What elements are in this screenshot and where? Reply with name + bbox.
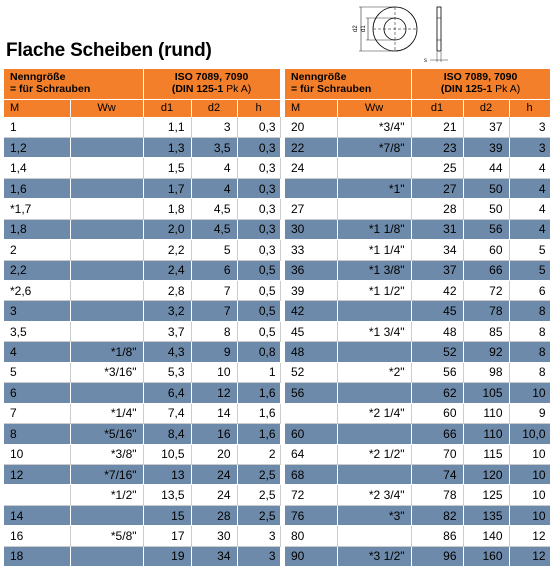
cell-d1: 1,5 xyxy=(143,158,191,178)
cell-d1: 42 xyxy=(411,281,463,301)
col-header-d2: d2 xyxy=(191,100,237,118)
cell-d2: 10 xyxy=(191,362,237,382)
cell-ww xyxy=(337,464,411,484)
header-iso: ISO 7089, 7090 (DIN 125-1 Pk A) xyxy=(143,69,280,100)
cell-m: 80 xyxy=(285,526,337,546)
cell-d1: 82 xyxy=(411,505,463,525)
cell-d1: 48 xyxy=(411,321,463,341)
cell-h: 0,3 xyxy=(237,240,280,260)
cell-d1: 62 xyxy=(411,383,463,403)
table-row xyxy=(4,403,280,423)
cell-h: 6 xyxy=(509,281,550,301)
cell-ww: *3/8" xyxy=(70,444,143,464)
cell-d2: 34 xyxy=(191,546,237,566)
cell-d2: 85 xyxy=(463,321,509,341)
table-row xyxy=(285,199,550,219)
col-header-d1: d1 xyxy=(411,100,463,118)
cell-d1: 2,0 xyxy=(143,219,191,239)
cell-m: 10 xyxy=(4,444,70,464)
cell-h: 0,5 xyxy=(237,260,280,280)
cell-ww: *2" xyxy=(337,362,411,382)
header-iso: ISO 7089, 7090 (DIN 125-1 Pk A) xyxy=(411,69,550,100)
table-row xyxy=(285,301,550,321)
cell-m: 22 xyxy=(285,137,337,157)
cell-d2: 44 xyxy=(463,158,509,178)
cell-ww xyxy=(337,199,411,219)
cell-m: 2,2 xyxy=(4,260,70,280)
cell-ww: *1" xyxy=(337,178,411,198)
cell-ww: *1 1/4" xyxy=(337,240,411,260)
cell-d2: 16 xyxy=(191,424,237,444)
cell-m: 33 xyxy=(285,240,337,260)
col-header-d2: d2 xyxy=(463,100,509,118)
cell-h: 10 xyxy=(509,383,550,403)
cell-d1: 13 xyxy=(143,464,191,484)
cell-m: 1,4 xyxy=(4,158,70,178)
cell-d1: 4,3 xyxy=(143,342,191,362)
cell-ww xyxy=(70,178,143,198)
cell-d1: 10,5 xyxy=(143,444,191,464)
cell-d2: 4 xyxy=(191,158,237,178)
label-s: s xyxy=(424,58,427,64)
cell-m: 1,8 xyxy=(4,219,70,239)
cell-d1: 27 xyxy=(411,178,463,198)
cell-d1: 13,5 xyxy=(143,485,191,505)
cell-m: 7 xyxy=(4,403,70,423)
cell-d1: 15 xyxy=(143,505,191,525)
cell-h: 3 xyxy=(509,117,550,137)
table-row xyxy=(285,321,550,341)
cell-h: 5 xyxy=(509,260,550,280)
cell-d1: 23 xyxy=(411,137,463,157)
cell-d2: 14 xyxy=(191,403,237,423)
cell-d2: 37 xyxy=(463,117,509,137)
cell-m xyxy=(285,178,337,198)
table-row xyxy=(4,464,280,484)
cell-m: 2 xyxy=(4,240,70,260)
cell-ww: *3/4" xyxy=(337,117,411,137)
cell-m: 6 xyxy=(4,383,70,403)
cell-m xyxy=(4,485,70,505)
cell-d1: 1,8 xyxy=(143,199,191,219)
cell-ww xyxy=(70,505,143,525)
cell-ww: *1 3/8" xyxy=(337,260,411,280)
cell-h: 12 xyxy=(509,526,550,546)
cell-d1: 2,2 xyxy=(143,240,191,260)
table-row xyxy=(4,526,280,546)
cell-ww: *7/16" xyxy=(70,464,143,484)
cell-m: *1,7 xyxy=(4,199,70,219)
cell-d2: 78 xyxy=(463,301,509,321)
table-row xyxy=(285,281,550,301)
cell-ww xyxy=(70,260,143,280)
table-row xyxy=(285,137,550,157)
cell-m: 90 xyxy=(285,546,337,566)
table-row xyxy=(285,260,550,280)
cell-h: 10,0 xyxy=(509,424,550,444)
cell-d2: 110 xyxy=(463,403,509,423)
cell-h: 2,5 xyxy=(237,485,280,505)
washer-table-right xyxy=(285,69,550,567)
cell-ww xyxy=(70,219,143,239)
cell-h: 8 xyxy=(509,321,550,341)
cell-m: 16 xyxy=(4,526,70,546)
cell-h: 0,3 xyxy=(237,158,280,178)
cell-ww xyxy=(70,546,143,566)
cell-ww xyxy=(337,526,411,546)
cell-m: 1,2 xyxy=(4,137,70,157)
cell-ww xyxy=(337,424,411,444)
cell-d2: 4,5 xyxy=(191,199,237,219)
cell-ww: *1 1/8" xyxy=(337,219,411,239)
table-row xyxy=(285,444,550,464)
table-row xyxy=(285,117,550,137)
cell-d2: 6 xyxy=(191,260,237,280)
table-row xyxy=(285,240,550,260)
cell-d2: 66 xyxy=(463,260,509,280)
table-row xyxy=(285,178,550,198)
cell-m: 64 xyxy=(285,444,337,464)
cell-d2: 3 xyxy=(191,117,237,137)
table-row xyxy=(4,137,280,157)
cell-ww: *7/8" xyxy=(337,137,411,157)
cell-h: 1,6 xyxy=(237,424,280,444)
cell-d1: 45 xyxy=(411,301,463,321)
table-row xyxy=(285,464,550,484)
cell-m: 42 xyxy=(285,301,337,321)
cell-h: 3 xyxy=(509,137,550,157)
table-row xyxy=(4,301,280,321)
cell-h: 1 xyxy=(237,362,280,382)
cell-m: 4 xyxy=(4,342,70,362)
table-row xyxy=(285,403,550,423)
cell-d2: 30 xyxy=(191,526,237,546)
cell-d2: 28 xyxy=(191,505,237,525)
cell-d1: 19 xyxy=(143,546,191,566)
cell-h: 12 xyxy=(509,546,550,566)
table-row xyxy=(4,362,280,382)
cell-d2: 98 xyxy=(463,362,509,382)
cell-d2: 135 xyxy=(463,505,509,525)
cell-m: 18 xyxy=(4,546,70,566)
cell-d1: 17 xyxy=(143,526,191,546)
col-header-m: M xyxy=(285,100,337,118)
cell-h: 3 xyxy=(237,526,280,546)
table-row xyxy=(4,505,280,525)
cell-m: 12 xyxy=(4,464,70,484)
cell-d2: 50 xyxy=(463,199,509,219)
cell-d2: 56 xyxy=(463,219,509,239)
table-row xyxy=(4,178,280,198)
cell-m: 1 xyxy=(4,117,70,137)
table-row xyxy=(285,219,550,239)
cell-m: 20 xyxy=(285,117,337,137)
cell-h: 3 xyxy=(237,546,280,566)
cell-d1: 5,3 xyxy=(143,362,191,382)
table-row xyxy=(4,383,280,403)
cell-ww: *1/8" xyxy=(70,342,143,362)
cell-d2: 160 xyxy=(463,546,509,566)
cell-h: 10 xyxy=(509,485,550,505)
cell-h: 2,5 xyxy=(237,505,280,525)
cell-m: 3,5 xyxy=(4,321,70,341)
cell-d1: 1,7 xyxy=(143,178,191,198)
cell-d1: 21 xyxy=(411,117,463,137)
cell-h: 4 xyxy=(509,219,550,239)
washer-drawing xyxy=(335,2,475,64)
cell-d1: 70 xyxy=(411,444,463,464)
cell-h: 0,3 xyxy=(237,137,280,157)
cell-d1: 66 xyxy=(411,424,463,444)
cell-ww: *3/16" xyxy=(70,362,143,382)
cell-h: 0,5 xyxy=(237,281,280,301)
cell-d2: 8 xyxy=(191,321,237,341)
cell-h: 0,3 xyxy=(237,219,280,239)
cell-m: 68 xyxy=(285,464,337,484)
cell-ww: *2 1/2" xyxy=(337,444,411,464)
cell-h: 0,3 xyxy=(237,199,280,219)
cell-d2: 3,5 xyxy=(191,137,237,157)
cell-m: 39 xyxy=(285,281,337,301)
cell-ww: *3 1/2" xyxy=(337,546,411,566)
header-nenngroesse: Nenngröße = für Schrauben xyxy=(4,69,143,100)
table-row xyxy=(4,260,280,280)
cell-m: 76 xyxy=(285,505,337,525)
cell-d2: 4 xyxy=(191,178,237,198)
cell-d1: 60 xyxy=(411,403,463,423)
col-header-ww: Ww xyxy=(70,100,143,118)
cell-d2: 24 xyxy=(191,464,237,484)
col-header-m: M xyxy=(4,100,70,118)
cell-d1: 7,4 xyxy=(143,403,191,423)
table-row xyxy=(4,485,280,505)
cell-m: 24 xyxy=(285,158,337,178)
table-row xyxy=(4,321,280,341)
cell-ww xyxy=(70,199,143,219)
cell-d1: 1,3 xyxy=(143,137,191,157)
cell-m: 72 xyxy=(285,485,337,505)
table-row xyxy=(4,444,280,464)
cell-d2: 24 xyxy=(191,485,237,505)
cell-d2: 120 xyxy=(463,464,509,484)
cell-d1: 74 xyxy=(411,464,463,484)
cell-ww xyxy=(70,240,143,260)
cell-d1: 3,2 xyxy=(143,301,191,321)
cell-h: 10 xyxy=(509,464,550,484)
cell-d1: 2,4 xyxy=(143,260,191,280)
table-row xyxy=(285,485,550,505)
cell-d2: 7 xyxy=(191,301,237,321)
col-header-ww: Ww xyxy=(337,100,411,118)
table-row xyxy=(4,342,280,362)
cell-h: 2 xyxy=(237,444,280,464)
cell-d1: 2,8 xyxy=(143,281,191,301)
cell-d1: 8,4 xyxy=(143,424,191,444)
table-row xyxy=(285,383,550,403)
table-row xyxy=(4,281,280,301)
cell-m: *2,6 xyxy=(4,281,70,301)
cell-d1: 56 xyxy=(411,362,463,382)
cell-ww xyxy=(337,301,411,321)
table-row xyxy=(285,424,550,444)
cell-ww: *1 1/2" xyxy=(337,281,411,301)
cell-m xyxy=(285,403,337,423)
cell-ww: *1 3/4" xyxy=(337,321,411,341)
cell-d2: 9 xyxy=(191,342,237,362)
cell-m: 30 xyxy=(285,219,337,239)
table-row xyxy=(4,158,280,178)
cell-ww xyxy=(70,137,143,157)
cell-d2: 20 xyxy=(191,444,237,464)
cell-m: 45 xyxy=(285,321,337,341)
cell-ww xyxy=(337,158,411,178)
cell-d1: 28 xyxy=(411,199,463,219)
cell-ww: *5/16" xyxy=(70,424,143,444)
cell-ww: *5/8" xyxy=(70,526,143,546)
cell-d2: 115 xyxy=(463,444,509,464)
table-row xyxy=(285,158,550,178)
cell-m: 1,6 xyxy=(4,178,70,198)
cell-h: 0,3 xyxy=(237,117,280,137)
cell-h: 2,5 xyxy=(237,464,280,484)
cell-d2: 105 xyxy=(463,383,509,403)
cell-h: 4 xyxy=(509,158,550,178)
cell-ww xyxy=(70,117,143,137)
table-row xyxy=(4,199,280,219)
cell-h: 0,5 xyxy=(237,321,280,341)
cell-d1: 3,7 xyxy=(143,321,191,341)
cell-ww xyxy=(337,342,411,362)
table-row xyxy=(4,240,280,260)
table-row xyxy=(4,117,280,137)
cell-d2: 4,5 xyxy=(191,219,237,239)
cell-d2: 60 xyxy=(463,240,509,260)
cell-h: 4 xyxy=(509,199,550,219)
table-row xyxy=(285,362,550,382)
cell-m: 48 xyxy=(285,342,337,362)
cell-h: 0,3 xyxy=(237,178,280,198)
cell-h: 0,5 xyxy=(237,301,280,321)
cell-d2: 92 xyxy=(463,342,509,362)
label-d2: d2 xyxy=(353,25,359,32)
cell-ww: *2 3/4" xyxy=(337,485,411,505)
table-row xyxy=(285,505,550,525)
cell-h: 4 xyxy=(509,178,550,198)
cell-ww xyxy=(70,321,143,341)
cell-d1: 52 xyxy=(411,342,463,362)
cell-ww xyxy=(70,383,143,403)
cell-d1: 25 xyxy=(411,158,463,178)
table-row xyxy=(4,424,280,444)
cell-d2: 125 xyxy=(463,485,509,505)
cell-d1: 6,4 xyxy=(143,383,191,403)
cell-d2: 39 xyxy=(463,137,509,157)
cell-m: 3 xyxy=(4,301,70,321)
cell-h: 10 xyxy=(509,505,550,525)
cell-d2: 110 xyxy=(463,424,509,444)
cell-ww xyxy=(70,281,143,301)
table-row xyxy=(4,546,280,566)
cell-ww: *3" xyxy=(337,505,411,525)
cell-d1: 31 xyxy=(411,219,463,239)
cell-ww xyxy=(70,158,143,178)
cell-m: 5 xyxy=(4,362,70,382)
cell-h: 0,8 xyxy=(237,342,280,362)
cell-h: 9 xyxy=(509,403,550,423)
table-row xyxy=(285,546,550,566)
cell-d2: 7 xyxy=(191,281,237,301)
cell-h: 8 xyxy=(509,362,550,382)
cell-h: 1,6 xyxy=(237,383,280,403)
cell-d1: 37 xyxy=(411,260,463,280)
washer-table-left xyxy=(4,69,281,567)
cell-m: 60 xyxy=(285,424,337,444)
cell-d2: 72 xyxy=(463,281,509,301)
cell-h: 8 xyxy=(509,342,550,362)
cell-h: 10 xyxy=(509,444,550,464)
cell-m: 14 xyxy=(4,505,70,525)
table-row xyxy=(4,219,280,239)
cell-m: 56 xyxy=(285,383,337,403)
cell-d1: 1,1 xyxy=(143,117,191,137)
cell-ww: *2 1/4" xyxy=(337,403,411,423)
cell-m: 52 xyxy=(285,362,337,382)
cell-ww: *1/2" xyxy=(70,485,143,505)
table-row xyxy=(285,526,550,546)
cell-m: 36 xyxy=(285,260,337,280)
label-d1: d1 xyxy=(361,25,367,32)
page-title: Flache Scheiben (rund) xyxy=(6,40,212,61)
header-nenngroesse: Nenngröße = für Schrauben xyxy=(285,69,411,100)
col-header-h: h xyxy=(509,100,550,118)
cell-h: 5 xyxy=(509,240,550,260)
table-row xyxy=(285,342,550,362)
cell-ww xyxy=(70,301,143,321)
cell-d1: 96 xyxy=(411,546,463,566)
cell-h: 8 xyxy=(509,301,550,321)
cell-ww: *1/4" xyxy=(70,403,143,423)
cell-h: 1,6 xyxy=(237,403,280,423)
cell-d1: 78 xyxy=(411,485,463,505)
col-header-h: h xyxy=(237,100,280,118)
cell-d2: 50 xyxy=(463,178,509,198)
cell-d2: 5 xyxy=(191,240,237,260)
cell-d1: 34 xyxy=(411,240,463,260)
cell-d2: 12 xyxy=(191,383,237,403)
cell-ww xyxy=(337,383,411,403)
cell-d2: 140 xyxy=(463,526,509,546)
col-header-d1: d1 xyxy=(143,100,191,118)
cell-d1: 86 xyxy=(411,526,463,546)
cell-m: 27 xyxy=(285,199,337,219)
cell-m: 8 xyxy=(4,424,70,444)
